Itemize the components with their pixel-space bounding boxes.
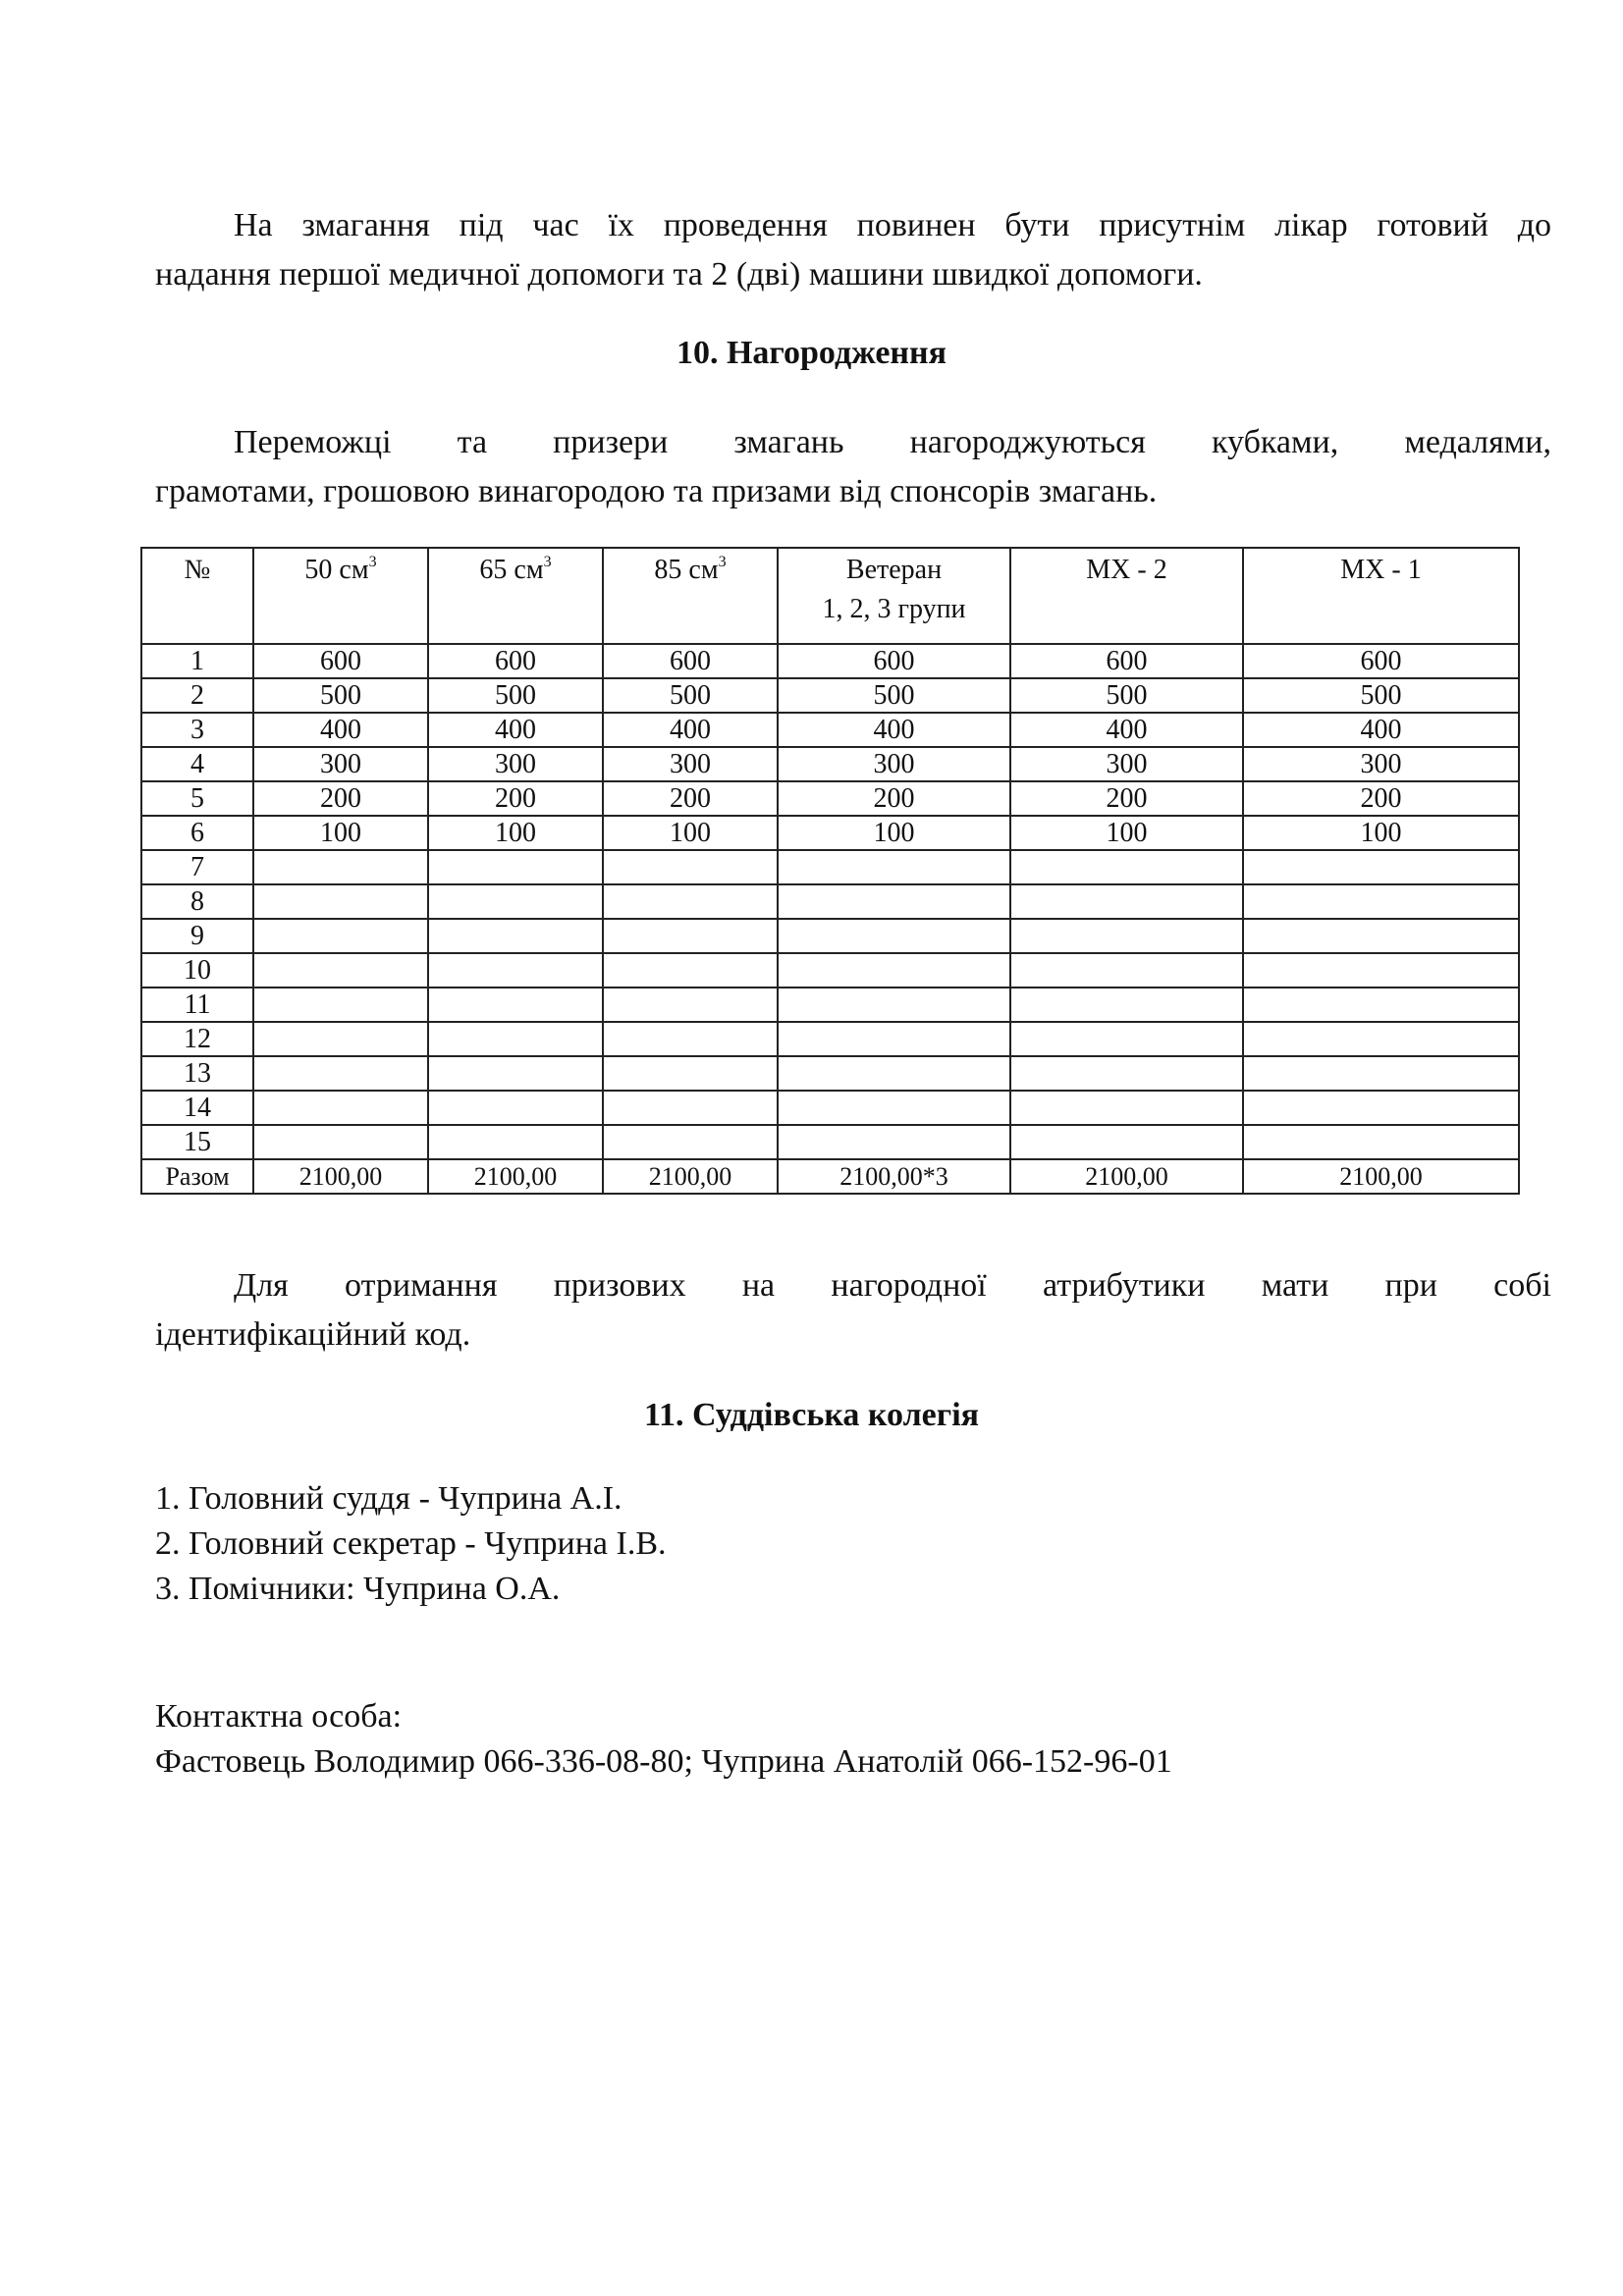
- row-label-cell: 11: [141, 988, 253, 1022]
- prize-cell: [1243, 1125, 1519, 1159]
- prize-cell: 200: [778, 781, 1010, 816]
- prize-cell: [1010, 884, 1243, 919]
- prize-cell: [253, 1091, 428, 1125]
- total-row: [141, 1159, 1519, 1194]
- intro-paragraph: [155, 201, 1551, 299]
- prize-cell: [778, 1091, 1010, 1125]
- prize-cell: 400: [428, 713, 603, 747]
- prize-cell: [603, 1091, 778, 1125]
- prize-cell: [253, 1056, 428, 1091]
- prize-cell: [253, 884, 428, 919]
- contact-label: Контактна особа:: [155, 1698, 403, 1735]
- prize-cell: [1243, 1091, 1519, 1125]
- awards-line-2: грамотами, грошовою винагородою та призами від спонсорів змагань.: [155, 473, 1158, 509]
- prize-cell: [1243, 884, 1519, 919]
- prize-cell: 200: [1243, 781, 1519, 816]
- prize-cell: [1243, 850, 1519, 884]
- prize-cell: [428, 1022, 603, 1056]
- prize-cell: 2100,00*3: [778, 1159, 1010, 1194]
- prize-cell: [1243, 953, 1519, 988]
- row-label-cell: 4: [141, 747, 253, 781]
- table-row: [141, 953, 1519, 988]
- prize-cell: [253, 1125, 428, 1159]
- table-row: [141, 1056, 1519, 1091]
- note-line-2: ідентифікаційний код.: [155, 1316, 471, 1353]
- prize-cell: [428, 1056, 603, 1091]
- note-paragraph: [155, 1261, 1551, 1360]
- prize-cell: 500: [428, 678, 603, 713]
- row-label-cell: 5: [141, 781, 253, 816]
- prize-cell: [778, 884, 1010, 919]
- prize-cell: [603, 850, 778, 884]
- row-label-cell: 10: [141, 953, 253, 988]
- prize-cell: [603, 884, 778, 919]
- prize-cell: [253, 953, 428, 988]
- prize-cell: [778, 919, 1010, 953]
- prize-cell: [253, 988, 428, 1022]
- prize-cell: [1010, 953, 1243, 988]
- table-row: [141, 988, 1519, 1022]
- prize-cell: [428, 1091, 603, 1125]
- prize-cell: 400: [778, 713, 1010, 747]
- prize-cell: 300: [253, 747, 428, 781]
- row-label-cell: 2: [141, 678, 253, 713]
- row-label-cell: 9: [141, 919, 253, 953]
- prize-cell: 2100,00: [1010, 1159, 1243, 1194]
- prize-cell: 300: [1010, 747, 1243, 781]
- prize-cell: [1243, 1022, 1519, 1056]
- prize-cell: 600: [603, 644, 778, 678]
- prize-cell: 2100,00: [603, 1159, 778, 1194]
- prize-cell: 100: [1010, 816, 1243, 850]
- contact-block: [155, 1694, 1172, 1785]
- prize-cell: 500: [253, 678, 428, 713]
- table-row: [141, 781, 1519, 816]
- prize-cell: [778, 850, 1010, 884]
- prize-cell: [253, 1022, 428, 1056]
- table-row: [141, 1091, 1519, 1125]
- prize-cell: 600: [1010, 644, 1243, 678]
- row-label-cell: Разом: [141, 1159, 253, 1194]
- table-row: [141, 1125, 1519, 1159]
- prize-cell: 200: [253, 781, 428, 816]
- prize-cell: 600: [778, 644, 1010, 678]
- prize-cell: [1010, 1091, 1243, 1125]
- prize-cell: [778, 988, 1010, 1022]
- section-10-title: 10. Нагородження: [676, 335, 947, 371]
- row-label-cell: 14: [141, 1091, 253, 1125]
- table-row: [141, 713, 1519, 747]
- prize-cell: [778, 1125, 1010, 1159]
- prize-cell: 100: [428, 816, 603, 850]
- row-label-cell: 6: [141, 816, 253, 850]
- prize-cell: [778, 1022, 1010, 1056]
- prize-cell: 200: [603, 781, 778, 816]
- section-11-title: 11. Суддівська колегія: [643, 1397, 980, 1433]
- prize-cell: 100: [253, 816, 428, 850]
- prize-cell: [428, 953, 603, 988]
- prize-cell: [1243, 1056, 1519, 1091]
- table-row: [141, 1022, 1519, 1056]
- prize-cell: [1010, 919, 1243, 953]
- prize-cell: [1010, 1125, 1243, 1159]
- prize-cell: 400: [1243, 713, 1519, 747]
- row-label-cell: 1: [141, 644, 253, 678]
- awards-paragraph: [155, 418, 1551, 516]
- row-label-cell: 12: [141, 1022, 253, 1056]
- prize-cell: [1243, 919, 1519, 953]
- prize-cell: 2100,00: [1243, 1159, 1519, 1194]
- table-header-row: [141, 548, 1519, 644]
- prize-cell: 600: [253, 644, 428, 678]
- table-row: [141, 919, 1519, 953]
- prize-cell: [1010, 1022, 1243, 1056]
- prize-cell: 500: [603, 678, 778, 713]
- prize-cell: 300: [428, 747, 603, 781]
- prize-cell: [428, 988, 603, 1022]
- prize-cell: 100: [603, 816, 778, 850]
- prize-cell: [778, 1056, 1010, 1091]
- prize-cell: [253, 919, 428, 953]
- prize-cell: 300: [1243, 747, 1519, 781]
- prize-cell: 2100,00: [428, 1159, 603, 1194]
- prize-cell: [603, 1022, 778, 1056]
- prize-cell: 100: [778, 816, 1010, 850]
- table-row: [141, 678, 1519, 713]
- header-mx1: MX - 1: [1243, 548, 1519, 644]
- prize-cell: [603, 953, 778, 988]
- prize-cell: 2100,00: [253, 1159, 428, 1194]
- prize-cell: 400: [253, 713, 428, 747]
- prize-cell: [428, 1125, 603, 1159]
- prize-cell: [603, 988, 778, 1022]
- awards-line-1: Переможці та призери змагань нагороджуються кубками, медалями,: [234, 424, 1551, 460]
- note-line-1: Для отримання призових на нагородної атрибутики мати при собі: [234, 1267, 1551, 1304]
- prize-cell: 100: [1243, 816, 1519, 850]
- row-label-cell: 3: [141, 713, 253, 747]
- intro-line-2: надання першої медичної допомоги та 2 (дві) машини швидкої допомоги.: [155, 256, 1203, 293]
- prize-cell: 600: [428, 644, 603, 678]
- prize-cell: [603, 1125, 778, 1159]
- table-row: [141, 747, 1519, 781]
- prize-table: [140, 547, 1520, 1195]
- header-number: №: [141, 548, 253, 644]
- judge-item: 2. Головний секретар - Чуприна І.В.: [155, 1525, 667, 1562]
- header-85cc: 85 $см^3$: [603, 548, 778, 644]
- prize-cell: [1010, 988, 1243, 1022]
- prize-cell: [1243, 988, 1519, 1022]
- prize-cell: 300: [603, 747, 778, 781]
- prize-cell: [603, 919, 778, 953]
- header-65cc: 65 $см^3$: [428, 548, 603, 644]
- prize-cell: [1010, 1056, 1243, 1091]
- prize-cell: [253, 850, 428, 884]
- prize-cell: 200: [428, 781, 603, 816]
- prize-cell: [1010, 850, 1243, 884]
- judge-item: 3. Помічники: Чуприна О.А.: [155, 1571, 561, 1607]
- row-label-cell: 15: [141, 1125, 253, 1159]
- header-mx2: MX - 2: [1010, 548, 1243, 644]
- prize-cell: 300: [778, 747, 1010, 781]
- prize-cell: 400: [603, 713, 778, 747]
- table-row: [141, 644, 1519, 678]
- prize-cell: [428, 850, 603, 884]
- contact-details: Фастовець Володимир 066-336-08-80; Чуприна Анатолій 066-152-96-01: [155, 1743, 1172, 1780]
- prize-cell: 400: [1010, 713, 1243, 747]
- prize-cell: 500: [1010, 678, 1243, 713]
- intro-line-1: На змагання під час їх проведення повинен бути присутнім лікар готовий до: [234, 207, 1551, 243]
- judges-list: [155, 1476, 667, 1612]
- prize-cell: 200: [1010, 781, 1243, 816]
- prize-cell: [428, 919, 603, 953]
- prize-cell: 600: [1243, 644, 1519, 678]
- row-label-cell: 13: [141, 1056, 253, 1091]
- row-label-cell: 8: [141, 884, 253, 919]
- table-row: [141, 884, 1519, 919]
- prize-cell: 500: [1243, 678, 1519, 713]
- prize-cell: [603, 1056, 778, 1091]
- prize-cell: [428, 884, 603, 919]
- table-row: [141, 850, 1519, 884]
- row-label-cell: 7: [141, 850, 253, 884]
- table-row: [141, 816, 1519, 850]
- header-50cc: 50 $см^3$: [253, 548, 428, 644]
- prize-cell: [778, 953, 1010, 988]
- header-veteran: Ветеран 1, 2, 3 групи: [778, 548, 1010, 644]
- judge-item: 1. Головний суддя - Чуприна А.І.: [155, 1480, 622, 1517]
- prize-cell: 500: [778, 678, 1010, 713]
